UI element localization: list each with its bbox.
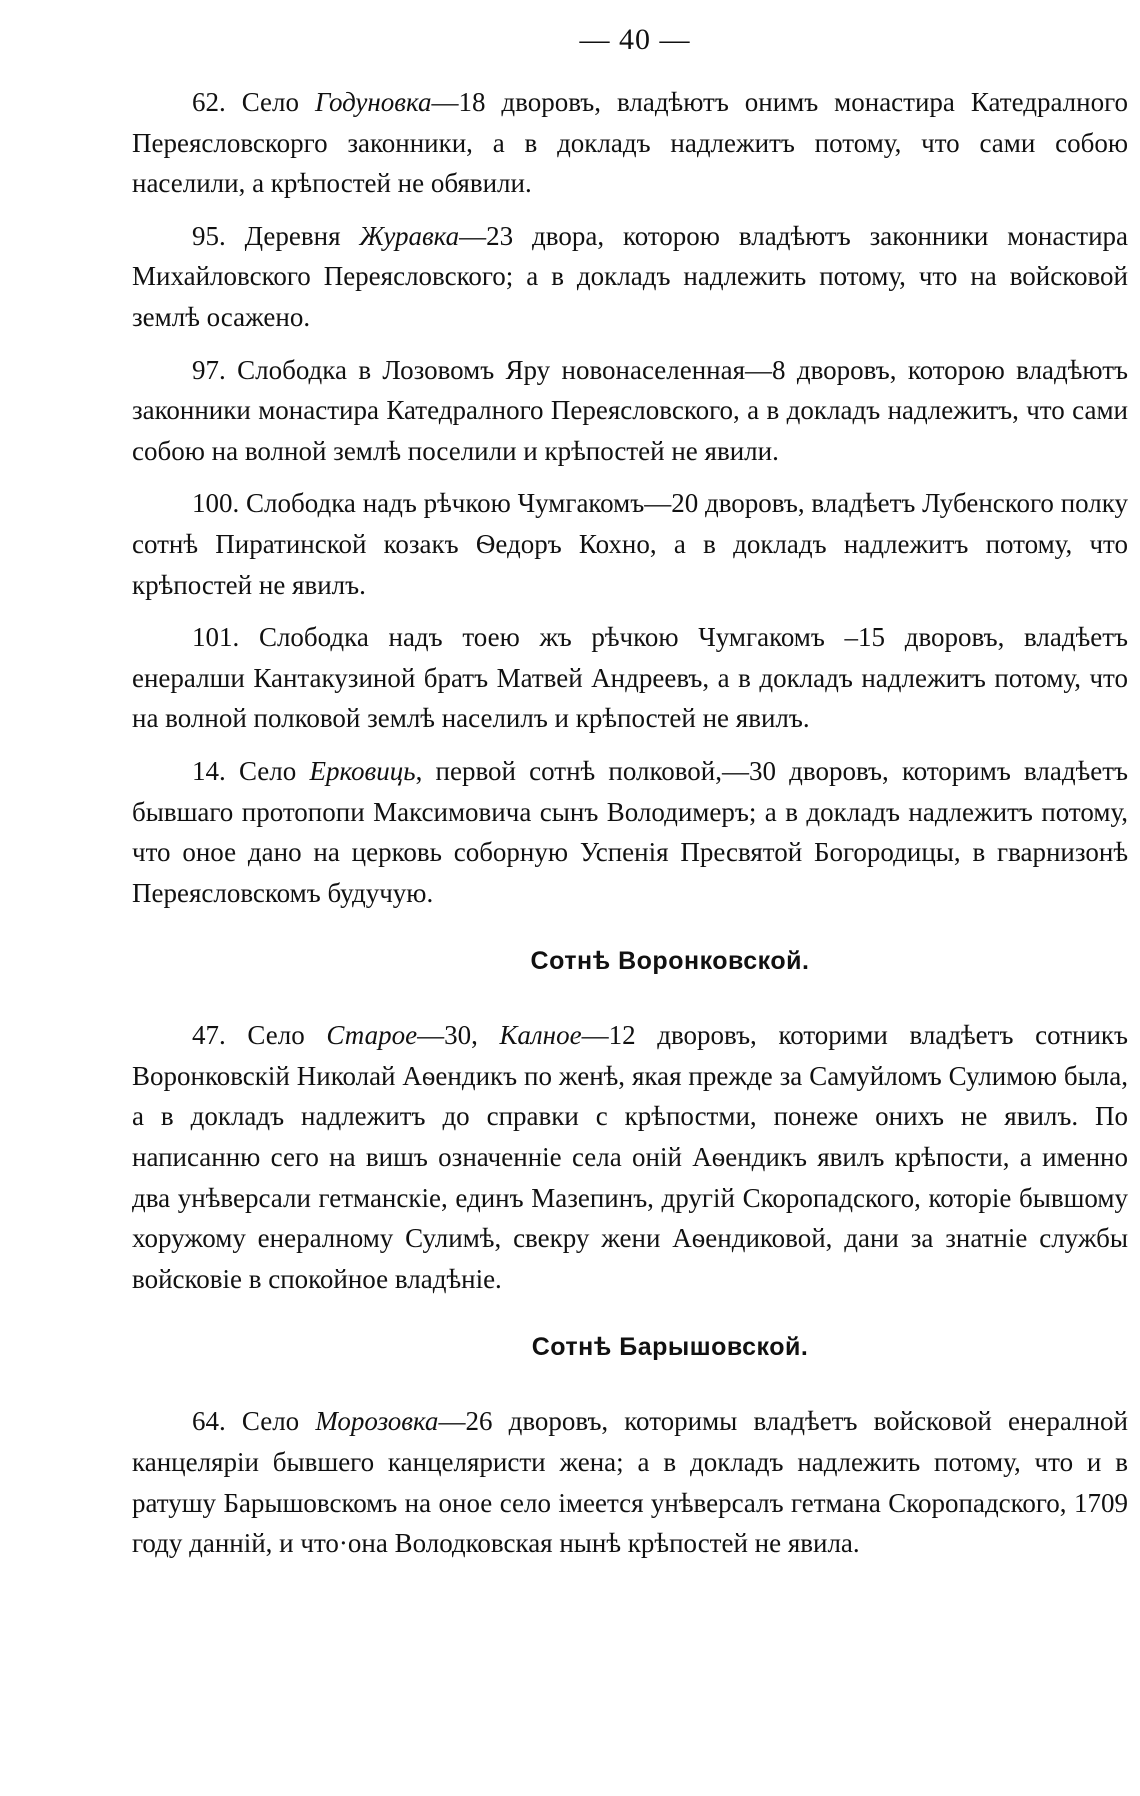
entry-text: , первой сотнѣ полковой,—30 дворовъ, которимъ владѣетъ бывшаго протопопи Максимовича сынъ Володимеръ; а в докладъ надлежитъ потому, что оное дано на церковь соборную Успенія Пресвятой Богородицы, в гварнизонѣ Переясловскомъ будучую. <box>132 755 1128 908</box>
entry-kind: Село <box>238 755 297 786</box>
entry-place-second: Калное <box>499 1020 582 1051</box>
entry-place: Журавка <box>359 220 460 251</box>
entry-place: Морозовка <box>315 1406 439 1437</box>
entry-number: 95. <box>192 220 226 251</box>
entry-101: 101. Слободка надъ тоею жъ рѣчкою Чумгакомъ –15 дворовъ, владѣетъ енералши Кантакузиной братъ Матвей Андреевъ, а в докладъ надлежитъ потому, что на волной полковой землѣ населилъ и крѣпостей не явилъ. <box>132 622 1128 734</box>
entry-kind: Село <box>241 87 300 117</box>
section-heading-baryshovska: Сотнѣ Барышовской. <box>531 1333 809 1362</box>
entry-100: 100. Слободка надъ рѣчкою Чумгакомъ—20 дворовъ, владѣетъ Лубенского полку сотнѣ Пиратинской козакъ Ѳедоръ Кохно, а в докладъ надлежитъ потому, что крѣпостей не явилъ. <box>132 488 1128 600</box>
entry-text: —18 дворовъ, владѣютъ онимъ монастира Катедралного Переясловскорго законники, а в докладъ надлежитъ потому, что сами собою населили, а крѣпостей не обявили. <box>132 87 1129 199</box>
entry-kind: Деревня <box>244 220 341 251</box>
entry-number: 47. <box>192 1020 226 1051</box>
entry-mid: —30, <box>417 1020 478 1051</box>
page-number: — 40 — <box>579 23 691 56</box>
entry-62 <box>132 82 1128 204</box>
entry-kind: Село <box>247 1020 305 1051</box>
entry-text: —12 дворовъ, которими владѣетъ сотникъ Воронковскій Николай Аѳендикъ по женѣ, якая прежде за Самуйломъ Сулимою была, а в докладъ надлежитъ до справки с крѣпостми, понеже онихъ не явилъ. По написанню сего на вишъ означенніе села оній Аѳендикъ явилъ крѣпости, а именно два унѣверсали гетманскіе, единъ Мазепинъ, другій Скоропадского, которіе бывшому хоружому енералному Сулимѣ, свекру жени Аѳендиковой, дани за знатніе службы войсковіе в спокойное владѣніе. <box>132 1020 1128 1294</box>
section-heading-voronkovska: Сотнѣ Воронковской. <box>530 947 810 976</box>
entry-place: Ерковиць <box>309 755 416 786</box>
entry-14 <box>132 751 1128 913</box>
entry-number: 64. <box>192 1406 226 1437</box>
entry-95 <box>132 216 1128 338</box>
entry-number: 62. <box>192 87 226 117</box>
entry-64 <box>132 1401 1128 1563</box>
entry-97: 97. Слободка в Лозовомъ Яру новонаселенная—8 дворовъ, которою владѣютъ законники монастира Катедралного Переясловского, а в докладъ надлежитъ, что сами собою на волной землѣ поселили и крѣпостей не явили. <box>132 354 1128 466</box>
entry-place: Годуновка <box>314 87 432 117</box>
entry-text: —23 двора, которою владѣютъ законники монастира Михайловского Переясловского; а в докладъ надлежить потому, что на войсковой землѣ осажено. <box>132 220 1129 332</box>
entry-number: 14. <box>192 755 226 786</box>
entry-place: Старое <box>326 1020 418 1051</box>
entry-kind: Село <box>241 1406 300 1437</box>
entry-text: —26 дворовъ, которимы владѣетъ войсковой енералной канцеляріи бывшего канцеляристи жена; а в докладъ надлежить потому, что и в ратушу Барышовскомъ на оное село імеется унѣверсалъ гетмана Скоропадского, 1709 году данній, и что·она Володковская нынѣ крѣпостей не явила. <box>132 1406 1128 1559</box>
entry-47 <box>132 1015 1128 1299</box>
